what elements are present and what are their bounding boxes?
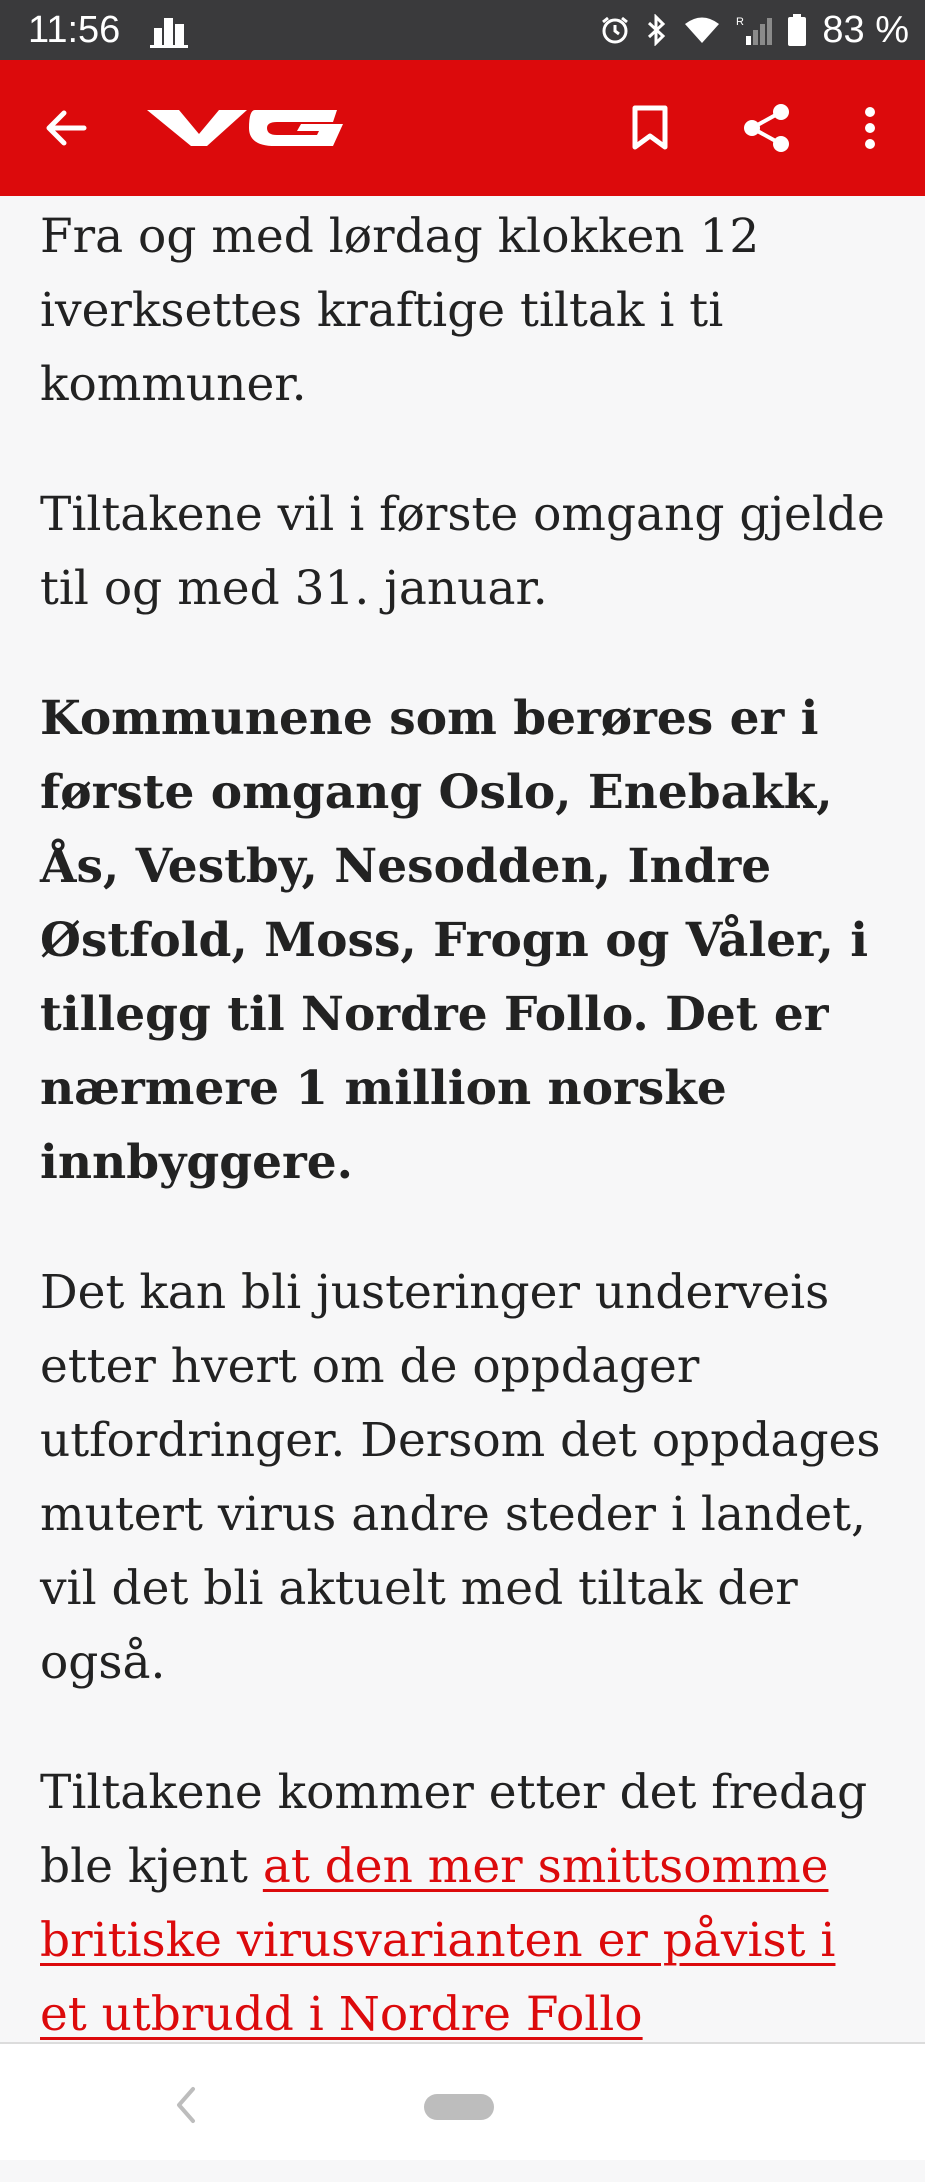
alarm-icon — [600, 15, 630, 45]
battery-icon — [788, 14, 806, 46]
bluetooth-icon — [646, 14, 668, 46]
article-link[interactable]: at den mer smittsomme britiske virusvarianten er påvist i et utbrudd i Nordre Follo — [40, 1839, 836, 2042]
article-paragraph-bold: Kommunene som berøres er i første omgang Oslo, Enebakk, Ås, Vestby, Nesodden, Indre Østfold, Moss, Frogn og Våler, i tillegg til Nordre Follo. Det er nærmere 1 million norske innbyggere. — [40, 691, 869, 1190]
share-button[interactable] — [727, 60, 807, 196]
article-paragraph: Fra og med lørdag klokken 12 iverksettes kraftige tiltak i ti kommuner. — [40, 209, 760, 412]
nav-back-button[interactable] — [160, 2080, 210, 2130]
svg-text:R: R — [736, 16, 745, 28]
bookmark-icon — [632, 105, 668, 151]
nav-back-icon — [173, 2085, 197, 2125]
home-pill-icon[interactable] — [424, 2094, 494, 2120]
status-time: 11:56 — [28, 9, 121, 51]
back-button[interactable] — [26, 60, 106, 196]
article-body — [40, 196, 890, 2182]
back-arrow-icon — [44, 108, 88, 148]
vg-logo-icon — [147, 108, 345, 148]
more-options-button[interactable] — [830, 60, 910, 196]
app-bar — [0, 60, 925, 196]
buildings-icon — [150, 14, 188, 48]
status-icons — [600, 8, 909, 52]
article-paragraph: Tiltakene vil i første omgang gjelde til og med 31. januar. — [40, 487, 885, 616]
battery-percentage: 83 % — [822, 9, 909, 51]
share-icon — [743, 103, 791, 153]
bookmark-button[interactable] — [610, 60, 690, 196]
more-vert-icon — [864, 106, 876, 150]
wifi-icon — [684, 15, 720, 45]
signal-icon — [736, 14, 772, 46]
vg-logo[interactable] — [144, 60, 348, 196]
status-bar — [0, 0, 925, 60]
navigation-bar — [0, 2044, 925, 2160]
paragraph-text: Tiltakene kommer etter det fredag ble kjent — [40, 1765, 868, 1894]
article-paragraph: Det kan bli justeringer underveis etter hvert om de oppdager utfordringer. Dersom det oppdages mutert virus andre steder i landet, vil det bli aktuelt med tiltak der også. — [40, 1265, 881, 1690]
